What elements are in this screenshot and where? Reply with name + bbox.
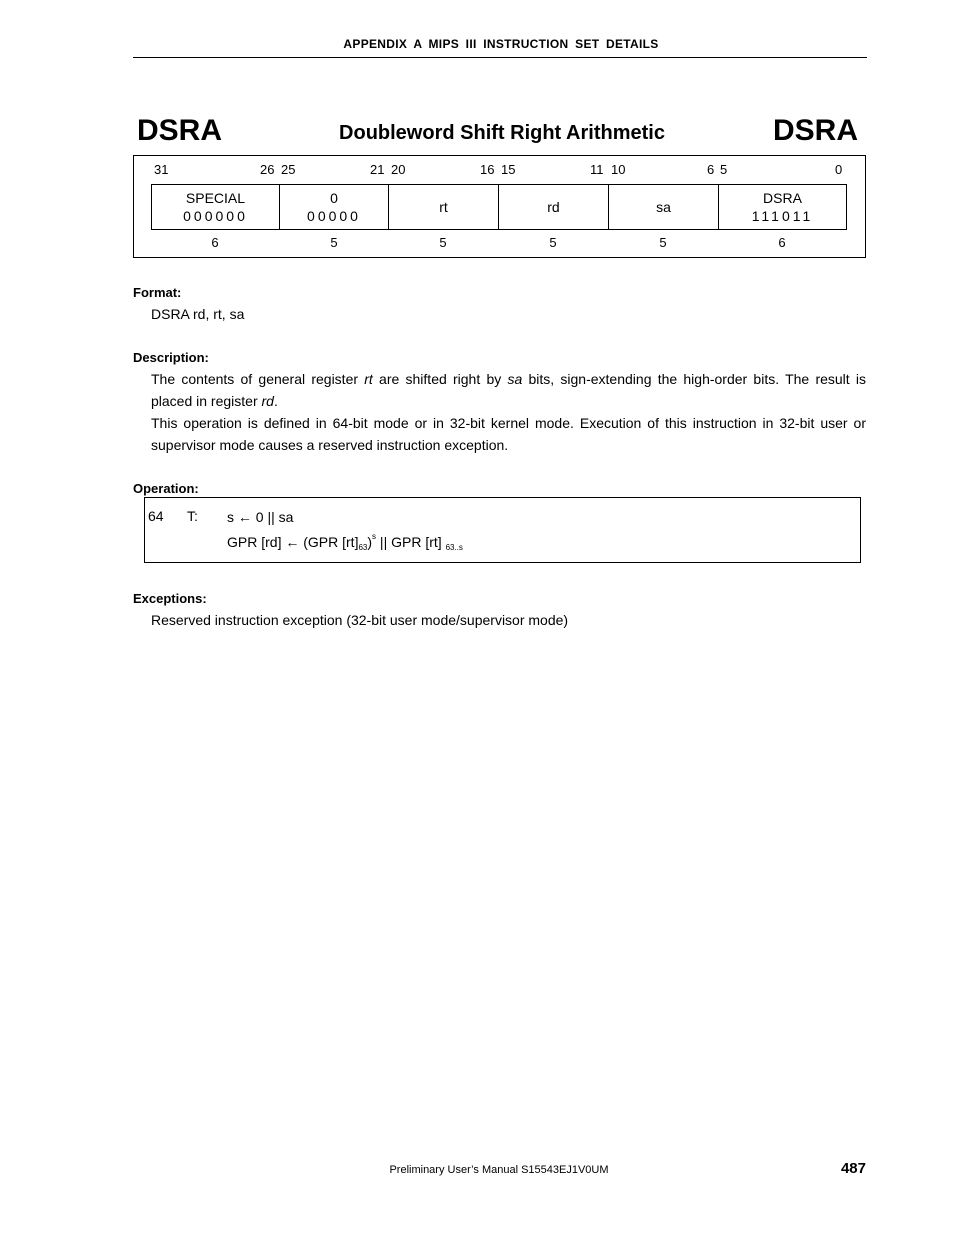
footer-manual: Preliminary User’s Manual S15543EJ1V0UM bbox=[389, 1164, 609, 1176]
operation-subscript: 63..s bbox=[445, 543, 463, 552]
field-name: SPECIAL bbox=[185, 190, 246, 206]
field-special bbox=[152, 185, 280, 229]
operation-stage: T: bbox=[187, 508, 198, 524]
register-rd: rd bbox=[261, 393, 274, 409]
operation-box bbox=[144, 497, 861, 563]
field-name: rt bbox=[439, 199, 448, 215]
mnemonic-left: DSRA bbox=[137, 114, 223, 147]
bit-number: 10 bbox=[611, 162, 626, 177]
bit-number: 21 bbox=[370, 162, 385, 177]
description-text: bits, sign-extending the high-order bits. The result is placed in register bbox=[151, 371, 867, 409]
field-name: DSRA bbox=[763, 190, 802, 206]
operation-line-2 bbox=[227, 532, 463, 552]
field-sa bbox=[609, 185, 719, 229]
bit-number: 11 bbox=[590, 162, 604, 177]
operation-heading: Operation: bbox=[133, 481, 199, 496]
bit-number: 31 bbox=[154, 162, 169, 177]
bit-number: 5 bbox=[720, 162, 728, 177]
operation-text: GPR [rd] ← (GPR [rt] bbox=[227, 534, 359, 550]
bit-number: 15 bbox=[501, 162, 516, 177]
field-width: 5 bbox=[330, 235, 338, 250]
bit-number: 25 bbox=[281, 162, 296, 177]
mnemonic-right: DSRA bbox=[772, 114, 858, 147]
bit-number: 0 bbox=[835, 162, 843, 177]
register-rt: rt bbox=[364, 371, 373, 387]
field-bits: 111011 bbox=[751, 208, 814, 224]
field-function bbox=[719, 185, 846, 229]
operation-superscript: s bbox=[372, 532, 377, 541]
field-width: 6 bbox=[211, 235, 219, 250]
page-number: 487 bbox=[840, 1160, 866, 1177]
description-text: are shifted right by bbox=[372, 371, 508, 387]
description-text: . bbox=[273, 393, 278, 409]
field-rt bbox=[389, 185, 499, 229]
operation-line-1: s ← 0 || sa bbox=[227, 509, 294, 525]
description-text: The contents of general register bbox=[151, 371, 365, 387]
field-width: 5 bbox=[659, 235, 667, 250]
operation-text: ) bbox=[367, 534, 373, 550]
format-syntax: DSRA rd, rt, sa bbox=[151, 306, 245, 322]
bit-number: 6 bbox=[707, 162, 715, 177]
field-name: sa bbox=[656, 199, 671, 215]
field-width: 5 bbox=[439, 235, 447, 250]
exceptions-text: Reserved instruction exception (32-bit user mode/supervisor mode) bbox=[151, 612, 569, 628]
encoding-fields bbox=[151, 184, 847, 230]
description-paragraph-1 bbox=[151, 368, 866, 412]
running-header: APPENDIX A MIPS III INSTRUCTION SET DETAILS bbox=[343, 37, 659, 51]
field-zero bbox=[280, 185, 389, 229]
operation-text: || GPR [rt] bbox=[376, 534, 446, 550]
bit-number: 26 bbox=[260, 162, 275, 177]
field-width: 5 bbox=[549, 235, 557, 250]
register-sa: sa bbox=[507, 371, 523, 387]
description-paragraph-2: This operation is defined in 64-bit mode or in 32-bit kernel mode. Execution of this instruction in 32-bit user or supervisor mode causes a reserved instruction exception. bbox=[151, 415, 866, 453]
bit-number: 20 bbox=[391, 162, 406, 177]
bit-number: 16 bbox=[480, 162, 495, 177]
instruction-title: Doubleword Shift Right Arithmetic bbox=[339, 122, 665, 144]
operation-subscript: 63 bbox=[358, 543, 368, 552]
field-rd bbox=[499, 185, 609, 229]
field-name: 0 bbox=[330, 190, 338, 206]
description-heading: Description: bbox=[133, 350, 209, 365]
field-bits: 00000 bbox=[307, 208, 361, 224]
header-rule bbox=[133, 57, 867, 58]
operation-mode: 64 bbox=[148, 508, 164, 524]
field-bits: 000000 bbox=[183, 208, 248, 224]
format-heading: Format: bbox=[133, 285, 182, 300]
field-name: rd bbox=[547, 199, 560, 215]
field-width: 6 bbox=[778, 235, 786, 250]
exceptions-heading: Exceptions: bbox=[133, 591, 207, 606]
